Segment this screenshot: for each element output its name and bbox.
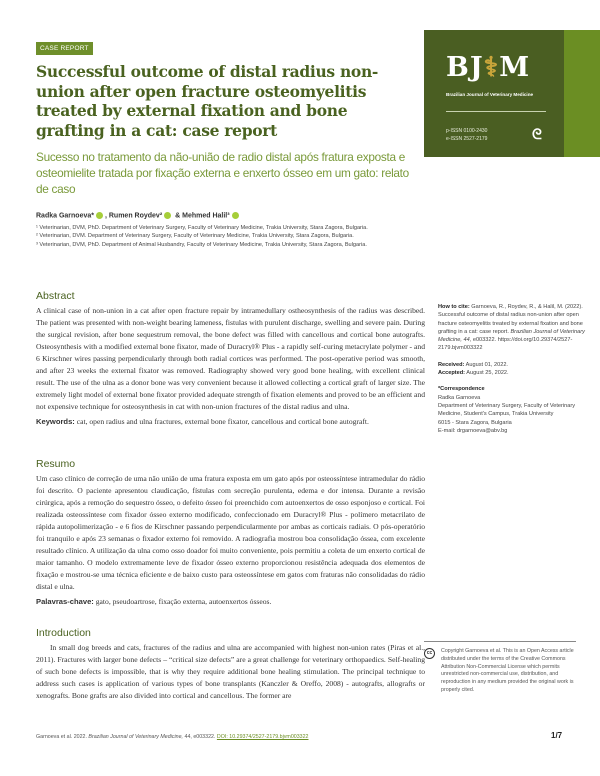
orcid-icon[interactable]: [232, 212, 239, 219]
keywords: [36, 416, 425, 428]
resumo-text: Um caso clínico de correção de uma não união de uma fratura exposta em um gato após por osteossíntese intramedular do rádio foi descrito. O paciente apresentou claudicação, fístulas com secreção purulenta, edema e dor intensa. Durante a revisão cirúrgica, após a remoção do sequestro ósseo, o defeito ósseo foi preenchido com autoenxertos de osso esponjoso e cortical. Foi realizada osteossíntese com fixador ósseo externo modificado, confeccionado em Duracryl® Plus - polímero metacrilato de rápida autopolimerização - e 6 fios de Kirschner passando perpendicularmente por ambas as corticais radiais. O pós-operatório foi tranquilo e após 23 semanas o fixador externo foi removido. A radiografia mostrou boa consolidação óssea, com excelente resultado clínico. A utilização da ulna como osso doador foi muito conveniente, pois permitiu a coleta de um enxerto cortical de maior tamanho. O modelo extremamente leve de fixador ósseo externo proporcionou resistência adequada dos elementos de fixação e mostrou-se uma técnica eficiente e de baixo custo para osteossíntese em gatos com fraturas não consolidadas do rádio distal e ulna.: [36, 474, 425, 591]
abstract-heading: Abstract: [36, 290, 75, 302]
author-name: Radka Garnoeva*: [36, 212, 94, 220]
footer-cite: Garnoeva et al. 2022.: [36, 734, 89, 740]
received-label: Received:: [438, 361, 465, 368]
article-sidebar: [438, 303, 596, 435]
introduction-section: [36, 627, 425, 702]
correspondence-city: 6015 - Stara Zagora, Bulgaria: [438, 419, 512, 426]
how-to-cite: [438, 303, 596, 353]
received-date: August 01, 2022.: [464, 361, 508, 368]
article-title: Successful outcome of distal radius non-union after open fracture osteomyelitis treated by external fixation and bone grafting in a cat: case report: [36, 62, 379, 140]
orcid-icon[interactable]: [96, 212, 103, 219]
correspondence-email[interactable]: E-mail: drgarnoeva@abv.bg: [438, 427, 508, 434]
affiliation: ¹ Veterinarian, DVM, PhD. Department of Veterinary Surgery, Faculty of Veterinary Medicine, Trakia University, Stara Zagora, Bulgaria.: [36, 225, 368, 231]
resumo-heading: Resumo: [36, 458, 76, 470]
correspondence: [438, 385, 596, 435]
creative-commons-icon: cc: [424, 648, 435, 659]
keywords-label: Keywords:: [36, 417, 75, 426]
footer-doi-link[interactable]: DOI: 10.29374/2527-2179.bjvm003322: [216, 734, 309, 740]
abstract-text: A clinical case of non-union in a cat after open fracture repair by intramedullary ostheosynthesis of the radius was described. The patient was presented with non-weight bearing lameness, fistulas with purulent discharge, swelling and severe pain. During the surgical revision, after bone sequestrum removal, the bone defect was filled with cancellous and cortical bone autografts. Osteosynthesis with a modified external bone fixator, made of Duracryl® Plus - a rapidly self-curing metacrylate polymer - and 6 Kirschner wires passing perpendicularly through both radial cortices was performed. The post-operative period was smooth, and after 23 weeks the external fixator was removed. Radiography showed very good bone healing, with excellent clinical result. The use of the ulna as a donor bone was very convenient because it allowed collecting a cortical graft of larger size. The extremely light model of external bone fixator provided adequate strength of fixation elements and proved to be an efficient and not expensive technique for osteosynthesis in cat with non-union fractures of the distal radius and ulna.: [36, 306, 425, 411]
author-name: & Mehmed Halil³: [173, 212, 230, 220]
journal-banner: [424, 30, 600, 157]
print-issn: p-ISSN 0100-2430: [446, 128, 488, 134]
license-text: Copyright Garnoeva et al. This is an Open Access article distributed under the terms of the Creative Commons Attribution Non-Commercial License which permits unrestricted non-commercial use, distribution, and reproduction in any medium provided the original work is properly cited.: [441, 648, 574, 693]
journal-name: Brazilian Journal of Veterinary Medicine: [446, 92, 534, 97]
article-subtitle-pt: Sucesso no tratamento da não-união de radio distal após fratura exposta e osteomielite tratada por fixação externa e enxerto ósseo em um gato: relato de caso: [36, 150, 409, 196]
introduction-text: In small dog breeds and cats, fractures of the radius and ulna are accompanied with highest non-union rates (Piras et al., 2011). Fractures with larger bone defects – “critical size defects” are a great challenge for veterinary orthopaedics. Self-healing of such bone defects is impossible, that is why they require additional bone healing stimulation. The principal technique to address such cases is application of various types of bone transplants (Kanczler & Oreffo, 2008) - autografts, allografts or xenografts. Bone grafts are also divided into cortical and cancellous. The former are: [36, 643, 425, 700]
introduction-heading: Introduction: [36, 627, 91, 639]
accepted-date: August 25, 2022.: [465, 370, 509, 377]
accepted-label: Accepted:: [438, 370, 466, 377]
cite-label: How to cite:: [438, 304, 470, 310]
author-list: [36, 212, 241, 219]
correspondence-label: *Correspondence: [438, 386, 485, 393]
dates: [438, 361, 596, 378]
footer-journal: Brazilian Journal of Veterinary Medicine,: [88, 734, 184, 740]
cite-journal: Brazilian Journal of Veterinary Medicine, 44,: [438, 328, 585, 344]
journal-logo: BJ⚕M: [446, 52, 531, 83]
abstract-section: [36, 290, 425, 428]
author-name: , Rumen Roydev²: [104, 212, 163, 220]
footer-volume: 44, e003322.: [183, 734, 217, 740]
cite-doi[interactable]: e003322. https://doi.org/10.29374/2527-2179.bjvm003322: [438, 337, 573, 352]
banner-accent-strip: [564, 30, 600, 157]
license-notice: [424, 641, 576, 695]
issn-block: [446, 127, 487, 143]
open-access-icon: ᘓ: [532, 126, 542, 142]
page-number: 1/7: [551, 731, 563, 740]
article-type-badge: CASE REPORT: [36, 42, 93, 55]
electronic-issn: e-ISSN 2527-2179: [446, 136, 488, 142]
correspondence-name: Radka Garnoeva: [438, 394, 481, 401]
palavras-chave-text: gato, pseudoartrose, fixação externa, autoenxertos ósseos.: [93, 597, 272, 606]
cite-text: Garnoeva, R., Roydev, R., & Halil, M. (2022). Successful outcome of distal radius non-union after open fracture osteomyelitis treated by external fixation and bone grafting in a cat: case report.: [438, 304, 583, 335]
correspondence-department: Department of Veterinary Surgery, Faculty of Veterinary Medicine, Student's Campus, Trakia University: [438, 402, 576, 418]
affiliation: ² Veterinarian, DVM. Department of Veterinary Surgery, Faculty of Veterinary Medicine, Trakia University, Stara Zagora, Bulgaria.: [36, 233, 354, 240]
resumo-section: [36, 458, 425, 608]
affiliations: [36, 224, 426, 249]
keywords-text: cat, open radius and ulna fractures, external bone fixator, cancellous and cortical bone autograft.: [74, 417, 369, 426]
orcid-icon[interactable]: [164, 212, 171, 219]
page-footer: [36, 734, 309, 740]
palavras-chave-label: Palavras-chave:: [36, 597, 94, 606]
palavras-chave: [36, 596, 425, 608]
affiliation: ³ Veterinarian, DVM, PhD. Department of Animal Husbandry, Faculty of Veterinary Medicine, Trakia University, Stara Zagora, Bulgaria.: [36, 241, 367, 248]
divider: [446, 111, 546, 112]
